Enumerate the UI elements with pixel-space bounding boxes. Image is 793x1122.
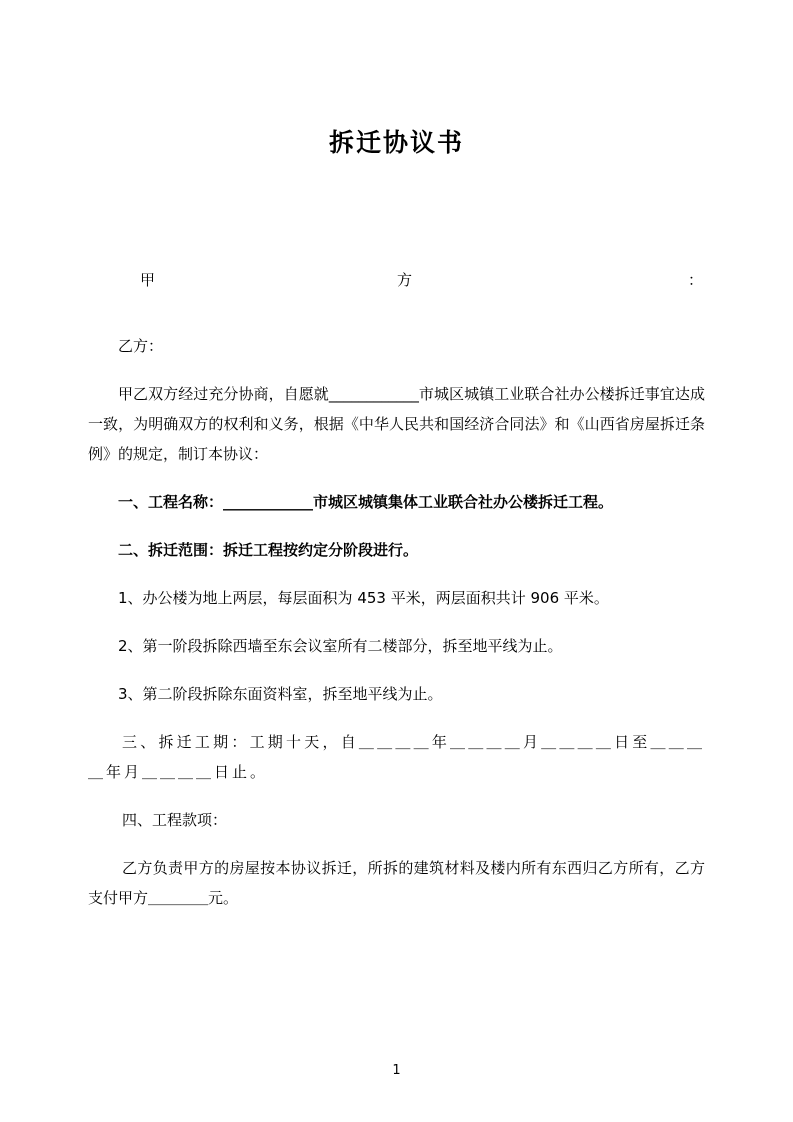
- party-a-line: [88, 266, 705, 295]
- party-a-label: 甲: [140, 271, 156, 289]
- clause-4-payment: 四、工程款项：: [122, 810, 228, 829]
- party-gap-spacer: [88, 295, 705, 331]
- party-a-colon: ：: [687, 271, 703, 289]
- party-a-label-2: 方: [397, 271, 413, 289]
- clause-2-item-1: 1、办公楼为地上两层，每层面积为 453 平米，两层面积共计 906 平米。: [118, 588, 609, 607]
- clause-4-detail: 乙方负责甲方的房屋按本协议拆迁，所拆的建筑材料及楼内所有东西归乙方所有，乙方支付甲方＿＿＿＿元。: [88, 858, 705, 907]
- clause-2-scope: 二、拆迁范围：拆迁工程按约定分阶段进行。: [118, 540, 419, 559]
- clause-3-duration: 三、拆迁工期：工期十天，自＿＿＿＿年＿＿＿＿月＿＿＿＿日至＿＿＿＿年月＿＿＿＿日止。: [88, 732, 705, 781]
- page-title: 拆迁协议书: [328, 128, 464, 157]
- clause-2-item-2: 2、第一阶段拆除西墙至东会议室所有二楼部分，拆至地平线为止。: [118, 636, 563, 655]
- clause-2-item-3: 3、第二阶段拆除东面资料室，拆至地平线为止。: [118, 684, 443, 703]
- page-number: 1: [392, 1063, 401, 1078]
- title-spacer: [88, 158, 705, 266]
- clause-1-project-name: 一、工程名称：____________市城区城镇集体工业联合社办公楼拆迁工程。: [118, 492, 614, 511]
- preamble-paragraph: 甲乙双方经过充分协商，自愿就____________市城区城镇工业联合社办公楼拆迁事宜达成一致，为明确双方的权利和义务，根据《中华人民共和国经济合同法》和《山西省房屋拆迁条例》的规定，制订本协议：: [88, 384, 705, 463]
- party-b-line: 乙方：: [118, 336, 164, 355]
